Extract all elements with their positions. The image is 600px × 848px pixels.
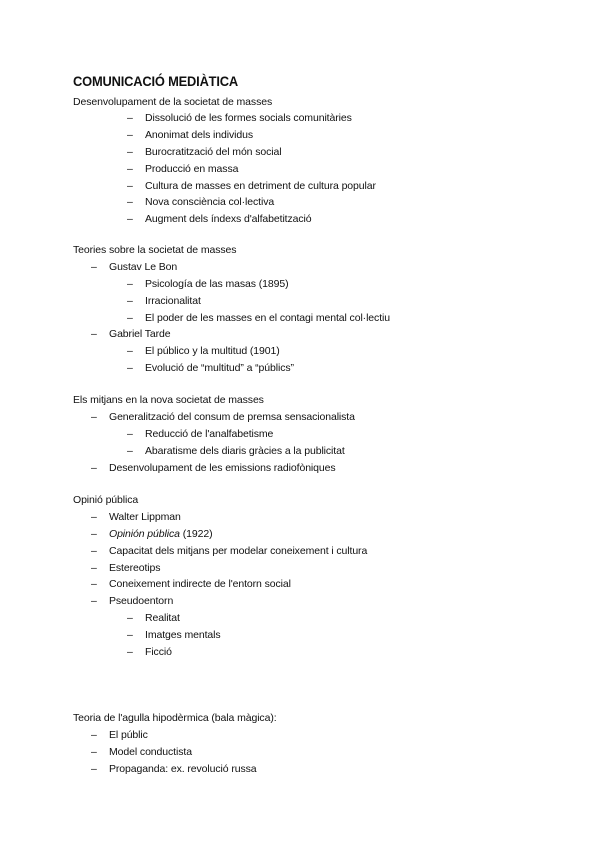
document-title: COMUNICACIÓ MEDIÀTICA <box>73 73 239 89</box>
section-heading: Desenvolupament de la societat de masses <box>73 96 273 108</box>
list-item: Augment dels índexs d'alfabetització <box>145 213 312 225</box>
bullet-dash: – <box>127 345 133 357</box>
bullet-dash: – <box>91 729 97 741</box>
section-heading: Els mitjans en la nova societat de masses <box>73 394 264 406</box>
bullet-dash: – <box>91 545 97 557</box>
list-item: Coneixement indirecte de l'entorn social <box>109 578 291 590</box>
bullet-dash: – <box>127 180 133 192</box>
list-item: Generalització del consum de premsa sensacionalista <box>109 411 355 423</box>
bullet-dash: – <box>127 112 133 124</box>
section-heading: Teoria de l'agulla hipodèrmica (bala màgica): <box>73 712 277 724</box>
list-item: Reducció de l'analfabetisme <box>145 428 274 440</box>
list-item: Abaratisme dels diaris gràcies a la publicitat <box>145 445 345 457</box>
bullet-dash: – <box>91 746 97 758</box>
bullet-dash: – <box>91 462 97 474</box>
bullet-dash: – <box>127 146 133 158</box>
bullet-dash: – <box>91 595 97 607</box>
list-item: El públic <box>109 729 148 741</box>
list-item: Burocratització del món social <box>145 146 282 158</box>
book-title: Opinión pública <box>109 528 180 540</box>
bullet-dash: – <box>127 445 133 457</box>
list-item: Ficció <box>145 646 172 658</box>
bullet-dash: – <box>91 261 97 273</box>
list-item: El poder de les masses en el contagi mental col·lectiu <box>145 312 390 324</box>
bullet-dash: – <box>127 312 133 324</box>
bullet-dash: – <box>127 428 133 440</box>
bullet-dash: – <box>91 511 97 523</box>
bullet-dash: – <box>127 362 133 374</box>
list-item: Pseudoentorn <box>109 595 174 607</box>
list-item: El público y la multitud (1901) <box>145 345 280 357</box>
bullet-dash: – <box>127 629 133 641</box>
list-item: Desenvolupament de les emissions radiofòniques <box>109 462 336 474</box>
list-item: Walter Lippman <box>109 511 181 523</box>
list-item <box>109 528 212 541</box>
bullet-dash: – <box>91 528 97 540</box>
bullet-dash: – <box>127 646 133 658</box>
list-item: Producció en massa <box>145 163 239 175</box>
book-year: (1922) <box>179 528 213 540</box>
list-item: Cultura de masses en detriment de cultura popular <box>145 180 376 192</box>
list-item: Capacitat dels mitjans per modelar coneixement i cultura <box>109 545 368 557</box>
list-item: Evolució de “multitud” a “públics” <box>145 362 294 374</box>
bullet-dash: – <box>127 295 133 307</box>
list-item: Model conductista <box>109 746 192 758</box>
bullet-dash: – <box>127 196 133 208</box>
bullet-dash: – <box>91 578 97 590</box>
list-item: Gustav Le Bon <box>109 261 178 273</box>
bullet-dash: – <box>127 612 133 624</box>
list-item: Irracionalitat <box>145 295 201 307</box>
list-item: Propaganda: ex. revolució russa <box>109 763 257 775</box>
list-item: Estereotips <box>109 562 161 574</box>
list-item: Dissolució de les formes socials comunitàries <box>145 112 352 124</box>
list-item: Gabriel Tarde <box>109 328 171 340</box>
bullet-dash: – <box>91 411 97 423</box>
list-item: Realitat <box>145 612 180 624</box>
list-item: Anonimat dels individus <box>145 129 254 141</box>
bullet-dash: – <box>127 278 133 290</box>
list-item: Nova consciència col·lectiva <box>145 196 275 208</box>
bullet-dash: – <box>127 213 133 225</box>
list-item: Imatges mentals <box>145 629 221 641</box>
section-heading: Opinió pública <box>73 494 139 506</box>
list-item: Psicología de las masas (1895) <box>145 278 289 290</box>
bullet-dash: – <box>91 763 97 775</box>
bullet-dash: – <box>91 562 97 574</box>
bullet-dash: – <box>127 163 133 175</box>
bullet-dash: – <box>91 328 97 340</box>
bullet-dash: – <box>127 129 133 141</box>
section-heading: Teories sobre la societat de masses <box>73 244 237 256</box>
